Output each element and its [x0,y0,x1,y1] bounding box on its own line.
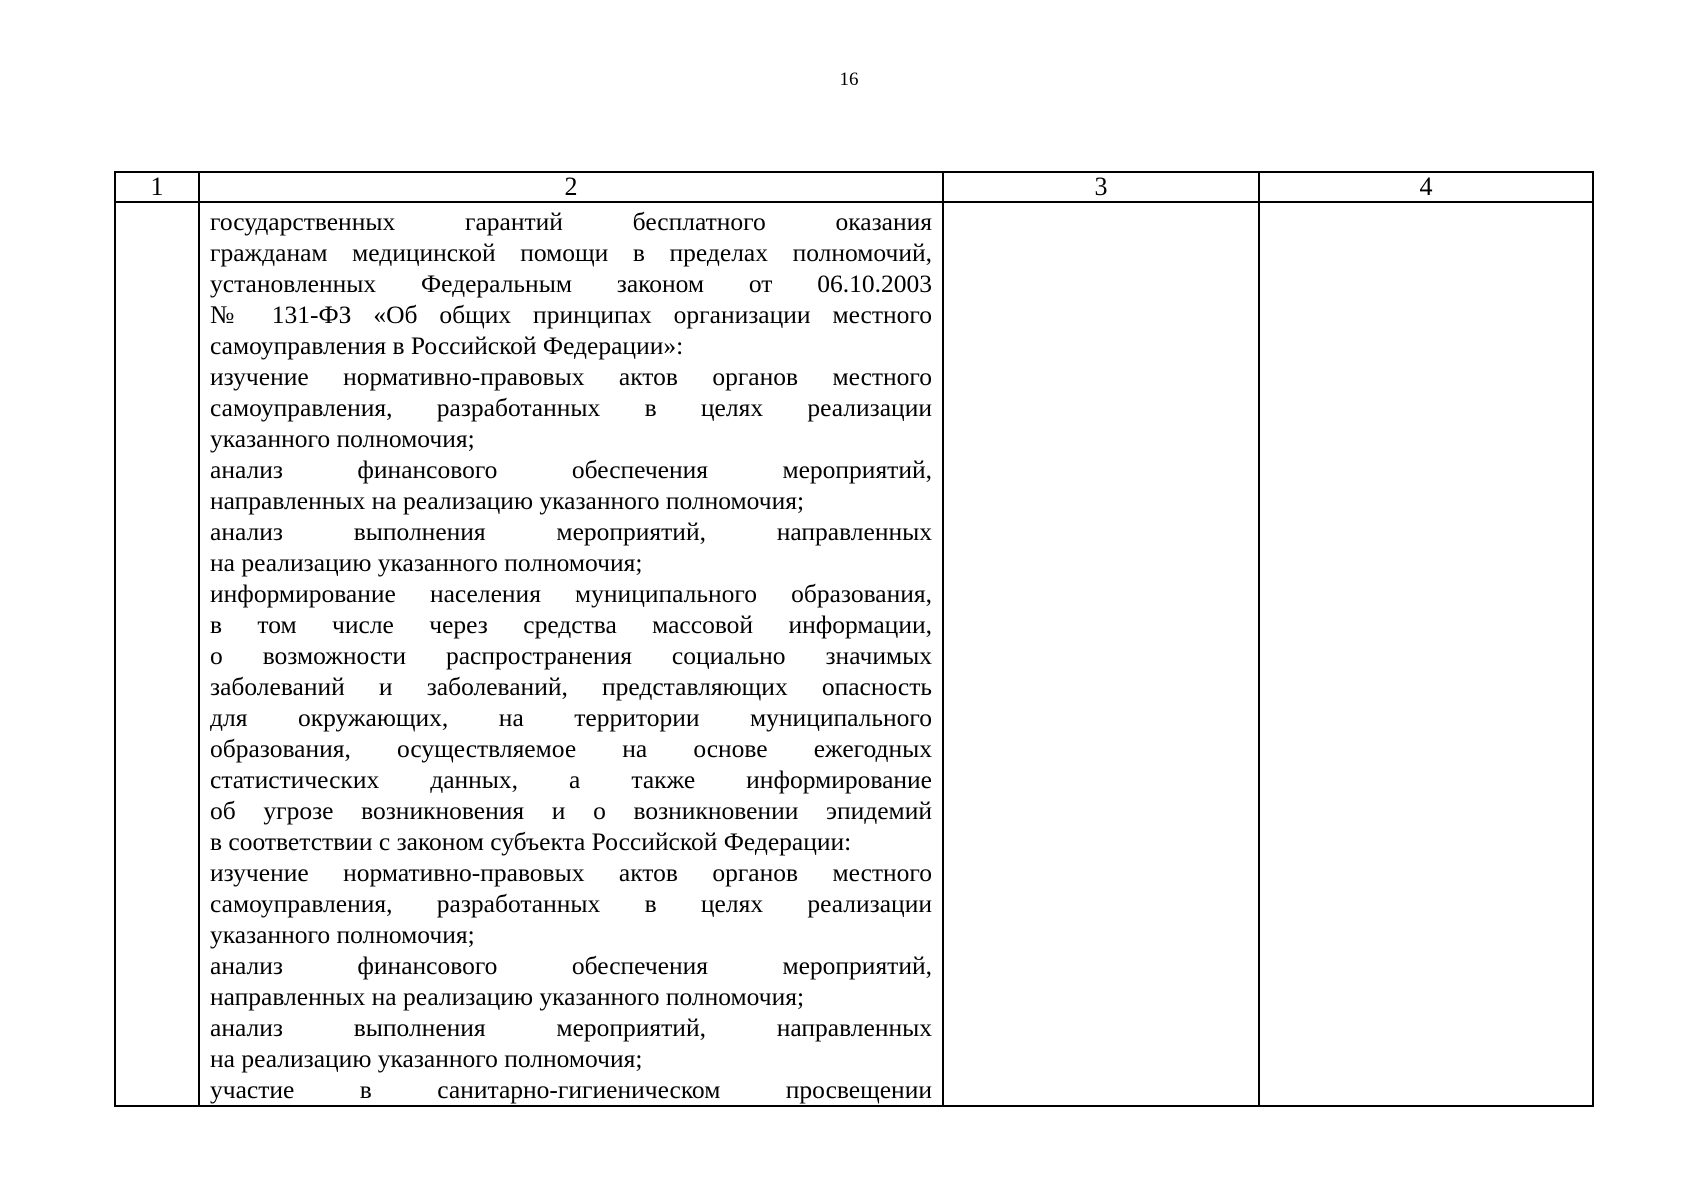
text-line: для окружающих, на территории муниципального [210,703,932,732]
text-line: № 131-ФЗ «Об общих принципах организации местного [210,300,932,329]
header-cell-4: 4 [1259,172,1593,202]
header-cell-2: 2 [199,172,943,202]
text-line: указанного полномочия; [210,424,475,453]
text-line: изучение нормативно-правовых актов органов местного [210,858,932,887]
text-line: самоуправления, разработанных в целях реализации [210,393,932,422]
table-header-row [115,172,1593,202]
text-line: об угрозе возникновения и о возникновении эпидемий [210,796,932,825]
text-line: анализ финансового обеспечения мероприятий, [210,455,932,484]
text-line: изучение нормативно-правовых актов органов местного [210,362,932,391]
text-line: самоуправления в Российской Федерации»: [210,331,684,360]
text-line: в том числе через средства массовой информации, [210,610,932,639]
cell-col-2 [199,202,943,1106]
document-table [114,171,1594,1107]
text-line: анализ выполнения мероприятий, направленных [210,517,932,546]
text-line: информирование населения муниципального образования, [210,579,932,608]
text-line: образования, осуществляемое на основе ежегодных [210,734,932,763]
text-line: на реализацию указанного полномочия; [210,1044,643,1073]
text-line: на реализацию указанного полномочия; [210,548,643,577]
cell-col-2-text [200,203,942,1105]
text-line: заболеваний и заболеваний, представляющих опасность [210,672,932,701]
table-row [115,202,1593,1106]
text-line: указанного полномочия; [210,920,475,949]
text-line: направленных на реализацию указанного полномочия; [210,982,805,1011]
text-line: в соответствии с законом субъекта Российской Федерации: [210,827,852,856]
cell-col-3 [943,202,1259,1106]
text-line: самоуправления, разработанных в целях реализации [210,889,932,918]
cell-col-1 [115,202,199,1106]
text-line: анализ финансового обеспечения мероприятий, [210,951,932,980]
text-line: о возможности распространения социально значимых [210,641,932,670]
header-cell-3: 3 [943,172,1259,202]
header-cell-1: 1 [115,172,199,202]
text-line: статистических данных, а также информирование [210,765,932,794]
text-line: установленных Федеральным законом от 06.10.2003 [210,269,932,298]
text-line: участие в санитарно-гигиеническом просвещении [210,1075,932,1104]
page-number: 16 [839,69,859,90]
text-line: государственных гарантий бесплатного оказания [210,207,932,236]
text-line: гражданам медицинской помощи в пределах полномочий, [210,238,932,267]
text-line: анализ выполнения мероприятий, направленных [210,1013,932,1042]
cell-col-4 [1259,202,1593,1106]
text-line: направленных на реализацию указанного полномочия; [210,486,805,515]
